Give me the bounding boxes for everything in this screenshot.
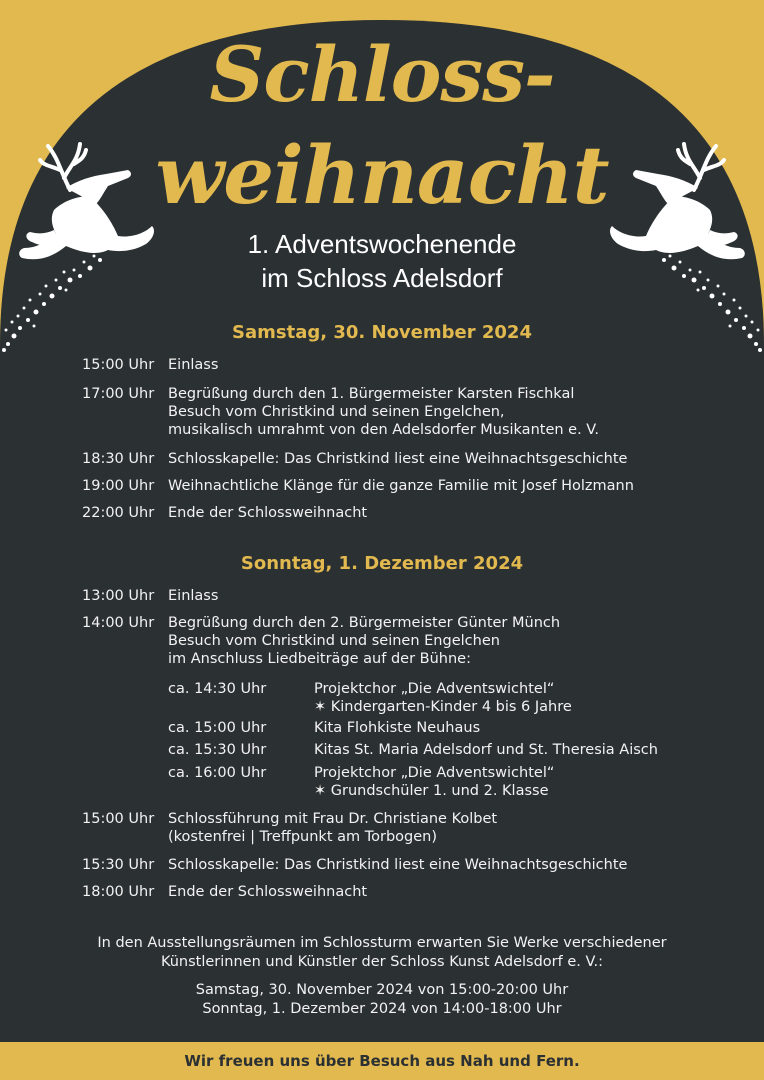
sub-schedule-time: ca. 15:30 Uhr <box>168 742 267 758</box>
subtitle-line-1: 1. Adventswochenende <box>247 229 517 259</box>
sub-schedule-row <box>168 680 572 716</box>
schedule-desc: Schlosskapelle: Das Christkind liest eine Weihnachtsgeschichte <box>168 451 628 467</box>
schedule-row <box>82 385 599 439</box>
sub-schedule-row <box>168 719 480 737</box>
schedule-time: 18:00 Uhr <box>82 884 155 900</box>
title-line-2: weihnacht <box>155 128 609 222</box>
schedule-desc: Ende der Schlossweihnacht <box>168 884 368 900</box>
schedule-desc: Einlass <box>168 588 219 604</box>
schedule-time: 22:00 Uhr <box>82 505 155 521</box>
schedule-desc: Begrüßung durch den 2. Bürgermeister Günter Münch Besuch vom Christkind und seinen Engelchen im Anschluss Liedbeiträge auf der Bühne: <box>168 615 561 667</box>
schedule-time: 15:00 Uhr <box>82 811 155 827</box>
sub-schedule-time: ca. 16:00 Uhr <box>168 765 267 781</box>
schedule-desc: Ende der Schlossweihnacht <box>168 505 368 521</box>
exhibition-note-line-2: Künstlerinnen und Künstler der Schloss Kunst Adelsdorf e. V.: <box>160 954 604 970</box>
sub-schedule-desc: Projektchor „Die Adventswichtel“ ✶ Kindergarten-Kinder 4 bis 6 Jahre <box>314 681 572 715</box>
sub-schedule-row <box>168 764 554 800</box>
schedule-row <box>82 614 560 668</box>
sub-schedule-time: ca. 14:30 Uhr <box>168 681 267 697</box>
schedule-desc: Schlossführung mit Frau Dr. Christiane Kolbet (kostenfrei | Treffpunkt am Torbogen) <box>168 811 498 845</box>
schedule-row <box>82 883 367 901</box>
subtitle-line-2: im Schloss Adelsdorf <box>261 263 503 293</box>
schedule-row <box>82 356 218 374</box>
schedule-desc: Weihnachtliche Klänge für die ganze Familie mit Josef Holzmann <box>168 478 634 494</box>
schedule-time: 13:00 Uhr <box>82 588 155 604</box>
saturday-heading: Samstag, 30. November 2024 <box>232 322 532 343</box>
schedule-desc: Schlosskapelle: Das Christkind liest eine Weihnachtsgeschichte <box>168 857 628 873</box>
exhibition-saturday-hours: Samstag, 30. November 2024 von 15:00-20:00 Uhr <box>195 982 569 998</box>
exhibition-sunday-hours: Sonntag, 1. Dezember 2024 von 14:00-18:00 Uhr <box>202 1001 562 1017</box>
schedule-row <box>82 477 634 495</box>
schedule-time: 19:00 Uhr <box>82 478 155 494</box>
schedule-time: 17:00 Uhr <box>82 386 155 402</box>
schedule-time: 15:30 Uhr <box>82 857 155 873</box>
schedule-row <box>82 504 367 522</box>
footer-text: Wir freuen uns über Besuch aus Nah und Fern. <box>184 1052 580 1070</box>
exhibition-note-line-1: In den Ausstellungsräumen im Schlossturm erwarten Sie Werke verschiedener <box>97 935 667 951</box>
sub-schedule-time: ca. 15:00 Uhr <box>168 720 267 736</box>
schedule-row <box>82 810 497 846</box>
schedule-time: 15:00 Uhr <box>82 357 155 373</box>
sub-schedule-desc: Kitas St. Maria Adelsdorf und St. Theresia Aisch <box>314 742 658 758</box>
schedule-time: 14:00 Uhr <box>82 615 155 631</box>
title-line-1: Schloss- <box>209 30 555 119</box>
schedule-time: 18:30 Uhr <box>82 451 155 467</box>
sunday-heading: Sonntag, 1. Dezember 2024 <box>240 553 524 574</box>
sub-schedule-desc: Projektchor „Die Adventswichtel“ ✶ Grundschüler 1. und 2. Klasse <box>314 765 555 799</box>
schedule-desc: Einlass <box>168 357 219 373</box>
footer-banner <box>0 1042 764 1080</box>
schedule-row <box>82 450 627 468</box>
sub-schedule-desc: Kita Flohkiste Neuhaus <box>314 720 481 736</box>
schedule-row <box>82 856 627 874</box>
schedule-desc: Begrüßung durch den 1. Bürgermeister Karsten Fischkal Besuch vom Christkind und seinen Engelchen, musikalisch umrahmt von den Adelsdorfer Musikanten e. V. <box>168 386 599 438</box>
sub-schedule-row <box>168 741 658 759</box>
schedule-row <box>82 587 218 605</box>
